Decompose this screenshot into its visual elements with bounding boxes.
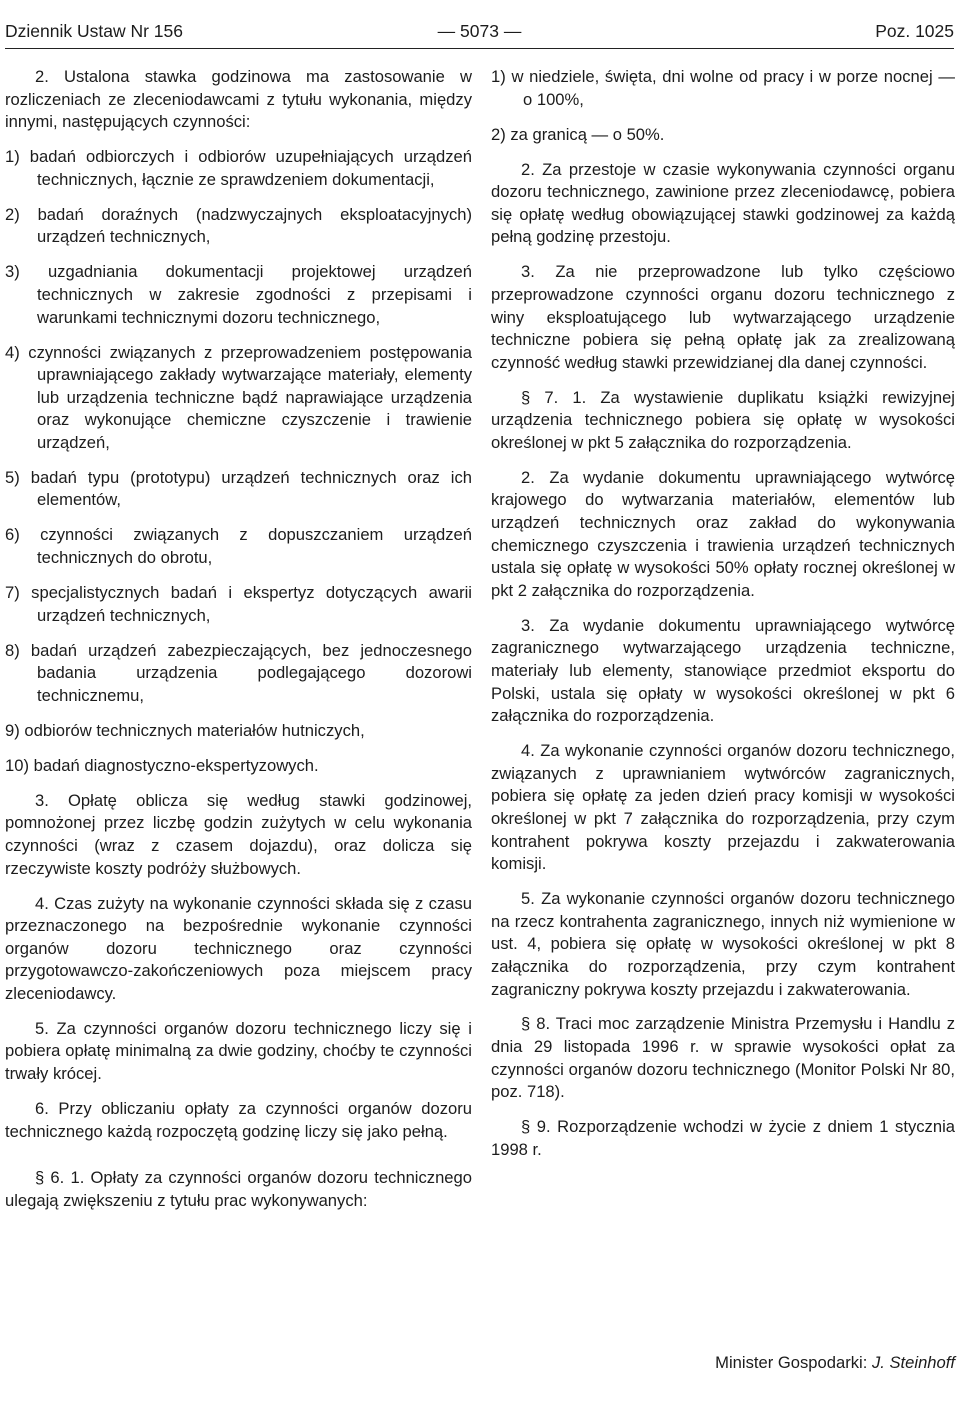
list-item: 2) badań doraźnych (nadzwyczajnych eksploatacyjnych) urządzeń technicznych, [5, 204, 472, 247]
section-7-paragraph-1: § 7. 1. Za wystawienie duplikatu książki rewizyjnej urządzenia technicznego pobiera się opłatę w wysokości określonej w pkt 5 załącznika do rozporządzenia. [491, 387, 955, 452]
section-7-paragraph-5: 5. Za wykonanie czynności organów dozoru technicznego na rzecz kontrahenta zagranicznego, innych niż wymienione w ust. 4, pobiera się opłatę w wysokości określonej w pkt 8 załącznika do rozporządzenia, przy czym kontrahent zagraniczny pokrywa koszty przejazdu i zakwaterowania. [491, 889, 955, 999]
list-item: 4) czynności związanych z przeprowadzeniem postępowania uprawniającego zakłady wytwarzające materiały, elementy lub urządzenia techniczne bądź naprawiające urządzenia oraz wykonujące chemiczne czyszczenie i trawienie urządzeń, [5, 342, 472, 452]
section-7-paragraph-3: 3. Za wydanie dokumentu uprawniającego wytwórcę zagranicznego wytwarzającego urządzenia techniczne, materiały lub elementy, stanowiące przedmiot eksportu do Polski, ustala się opłaty w wysokości określonej w pkt 6 załącznika do rozporządzenia. [491, 615, 955, 726]
list-item: 9) odbiorów technicznych materiałów hutniczych, [5, 720, 365, 740]
list-item: 5) badań typu (prototypu) urządzeń technicznych oraz ich elementów, [5, 467, 472, 510]
section-6-paragraph-2: 2. Za przestoje w czasie wykonywania czynności organu dozoru technicznego, zawinione przez zleceniodawcę, pobiera się opłatę według obowiązującej stawki godzinowej za każdą pełną godzinę przestoju. [491, 159, 955, 247]
section-7-paragraph-4: 4. Za wykonanie czynności organów dozoru technicznego, związanych z uprawnianiem wytwórców zagranicznych, pobiera się opłatę za jeden dzień pracy komisji w wysokości określonej w pkt 7 załącznika do rozporządzenia, przy czym kontrahent pokrywa koszty przejazdu i zakwaterowania komisji. [491, 741, 955, 874]
section-7-paragraph-2: 2. Za wydanie dokumentu uprawniającego wytwórcę krajowego do wytwarzania materiałów, elementów lub urządzeń technicznych oraz zakład do wykonywania chemicznego czyszczenia i trawienia urządzeń technicznych ustala się opłatę w wysokości 50% opłaty rocznej określonej w pkt 2 załącznika do rozporządzenia. [491, 467, 955, 600]
page-header [5, 20, 954, 46]
paragraph-5: 5. Za czynności organów dozoru technicznego liczy się i pobiera opłatę minimalną za dwie godziny, choćby te czynności trwały krócej. [5, 1018, 472, 1084]
paragraph-2: 2. Ustalona stawka godzinowa ma zastosowanie w rozliczeniach ze zleceniodawcami z tytułu wykonania, między innymi, następujących czynności: [5, 67, 472, 132]
paragraph-3: 3. Opłatę oblicza się według stawki godzinowej, pomnożonej przez liczbę godzin zużytych w celu wykonania czynności (wraz z czasem dojazdu), oraz dolicza się rzeczywiste koszty podróży służbowych. [5, 790, 472, 878]
list-item: 10) badań diagnostyczno-ekspertyzowych. [5, 755, 319, 775]
list-item: 2) za granicą — o 50%. [491, 124, 665, 144]
list-item: 8) badań urządzeń zabezpieczających, bez jednoczesnego badania urządzenia podlegającego dozorowi technicznemu, [5, 640, 472, 705]
list-item: 7) specjalistycznych badań i ekspertyz dotyczących awarii urządzeń technicznych, [5, 583, 472, 625]
position-number: Poz. 1025 [875, 21, 954, 41]
section-8: § 8. Traci moc zarządzenie Ministra Przemysłu i Handlu z dnia 29 listopada 1996 r. w sprawie wysokości opłat za czynności organów dozoru technicznego (Monitor Polski Nr 80, poz. 718). [491, 1014, 955, 1102]
list-item: 3) uzgadniania dokumentacji projektowej urządzeń technicznych w zakresie zgodności z przepisami i warunkami technicznymi dozoru technicznego, [5, 262, 472, 327]
left-column [5, 66, 472, 1225]
signature-block [715, 1352, 955, 1375]
right-column [491, 66, 955, 1174]
header-divider [5, 48, 954, 49]
signatory-name: J. Steinhoff [871, 1353, 955, 1372]
paragraph-6: 6. Przy obliczaniu opłaty za czynności organów dozoru technicznego każdą rozpoczętą godzinę liczy się jako pełną. [5, 1099, 472, 1141]
list-item: 1) w niedziele, święta, dni wolne od pracy i w porze nocnej — o 100%, [491, 67, 955, 109]
journal-title: Dziennik Ustaw Nr 156 [5, 21, 183, 41]
section-6-paragraph-1: § 6. 1. Opłaty za czynności organów dozoru technicznego ulegają zwiększeniu z tytułu prac wykonywanych: [5, 1168, 472, 1210]
section-6-paragraph-3: 3. Za nie przeprowadzone lub tylko częściowo przeprowadzone czynności organu dozoru technicznego z winy eksploatującego lub wytwarzającego urządzenie techniczne pobiera się pełną opłatę jak za zrealizowaną czynność według stawki przewidzianej dla danej czynności. [491, 262, 955, 372]
page-number: — 5073 — [437, 21, 522, 41]
list-item: 1) badań odbiorczych i odbiorów uzupełniających urządzeń technicznych, łącznie ze sprawdzeniem dokumentacji, [5, 147, 472, 189]
section-9: § 9. Rozporządzenie wchodzi w życie z dniem 1 stycznia 1998 r. [491, 1117, 955, 1159]
paragraph-4: 4. Czas zużyty na wykonanie czynności składa się z czasu przeznaczonego na bezpośrednie wykonanie czynności organów dozoru technicznego oraz czynności przygotowawczo-zakończeniowych poza miejscem pracy zleceniodawcy. [5, 893, 472, 1003]
signatory-role: Minister Gospodarki: [715, 1353, 868, 1372]
list-item: 6) czynności związanych z dopuszczaniem urządzeń technicznych do obrotu, [5, 525, 472, 568]
